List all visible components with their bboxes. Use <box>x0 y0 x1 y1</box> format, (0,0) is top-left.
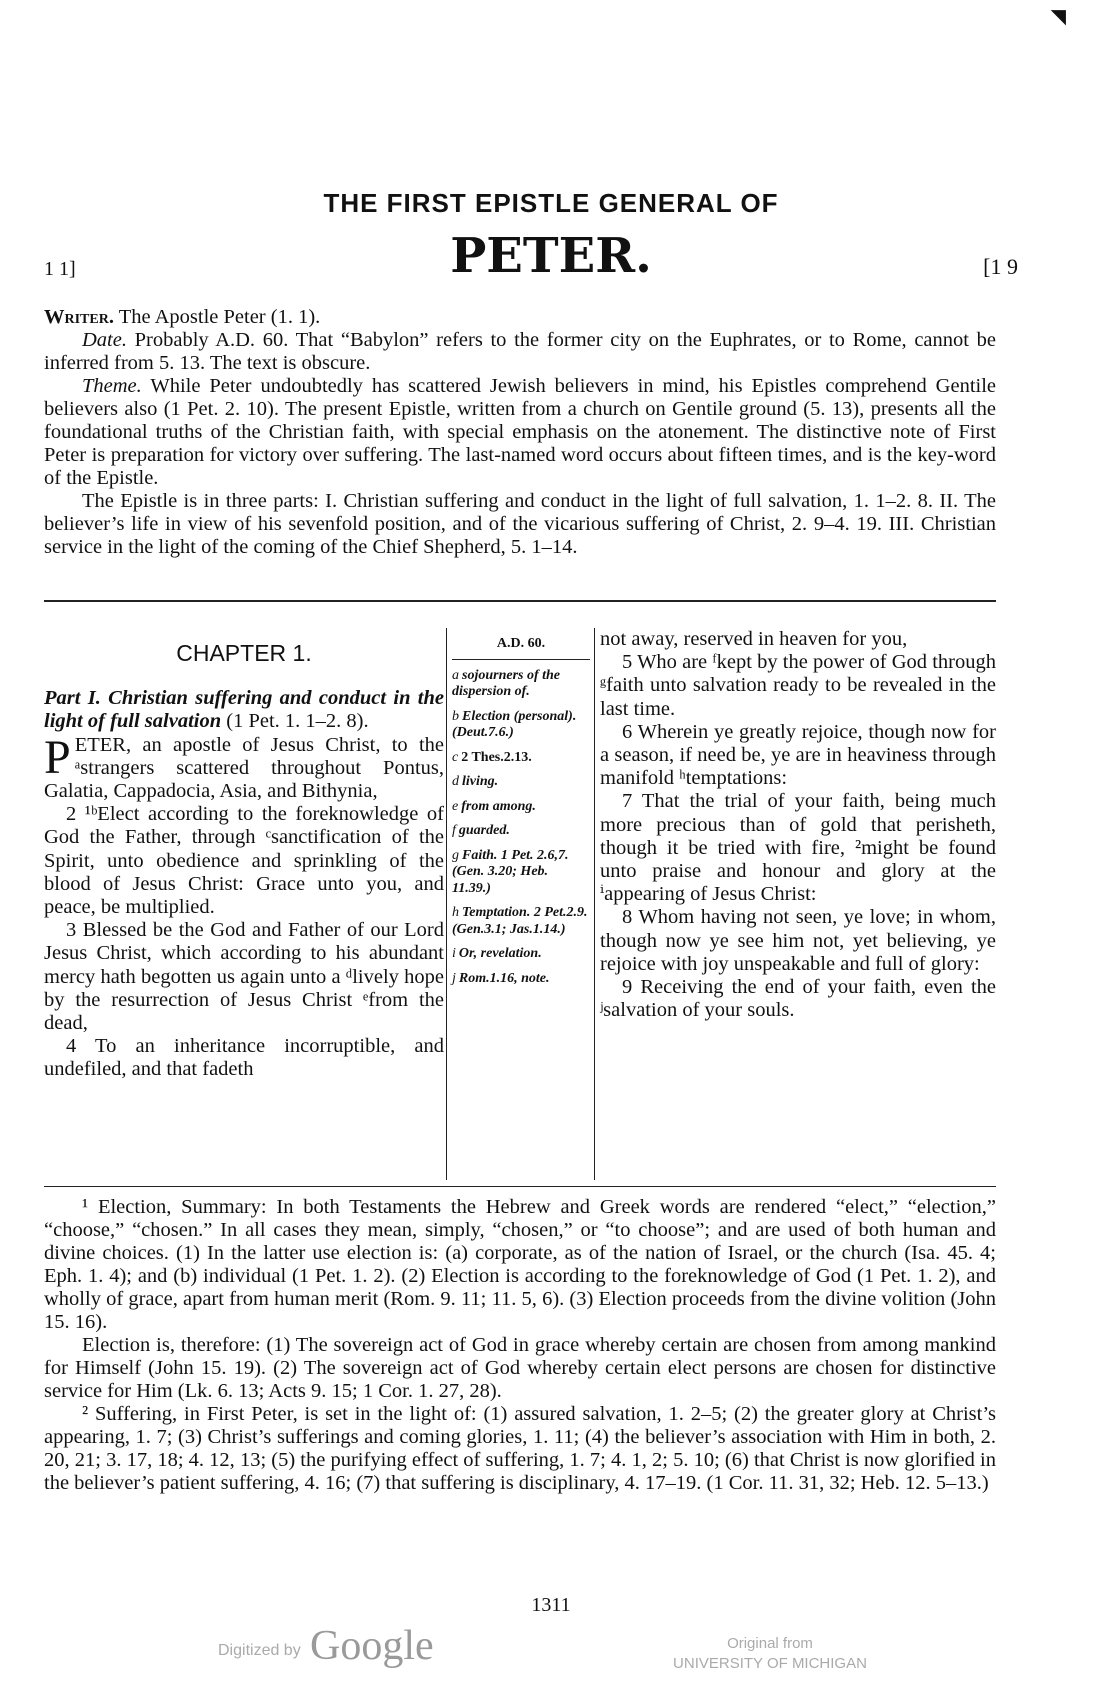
note-text: Rom.1.16, note. <box>458 970 550 986</box>
note-letter: c <box>452 749 459 765</box>
margin-note <box>452 946 590 963</box>
intro-parts: The Epistle is in three parts: I. Christian suffering and conduct in the light of full salvation, 1. 1–2. 8. II. The believer’s life in view of his sevenfold position, and of the vicarious suffering of Christ, 2. 9–4. 19. III. Christian service in the light of the coming of the Chief Shepherd, 5. 1–14. <box>44 490 996 558</box>
original-from-label: Original from <box>727 1635 813 1652</box>
margin-note <box>452 750 590 767</box>
note-text: from among. <box>461 798 536 814</box>
verse-8: 8 Whom having not seen, ye love; in whom, though now ye see him not, yet believing, ye rejoice with joy unspeakable and full of glory: <box>600 906 996 975</box>
page-number: 1311 <box>531 1594 571 1616</box>
margin-note <box>452 799 590 816</box>
note-text: Faith. 1 Pet. 2.6,7. (Gen. 3.20; Heb. 11.39.) <box>452 847 569 896</box>
theme-text: While Peter undoubtedly has scattered Jewish believers in mind, his Epistles comprehend Gentile believers also (1 Pet. 2. 10). The present Epistle, written from a church on Gentile ground (5. 13), presents all the foundational truths of the Christian faith, with special emphasis on the atonement. The distinctive note of First Peter is preparation for victory over suffering. The last-named word occurs about fifteen times, and is the key-word of the Epistle. <box>44 375 996 489</box>
note-letter: e <box>452 798 459 814</box>
note-letter: b <box>452 708 459 724</box>
intro-date <box>44 329 996 375</box>
footnote-divider <box>44 1186 996 1187</box>
margin-note <box>452 774 590 791</box>
university-label: UNIVERSITY OF MICHIGAN <box>673 1655 867 1672</box>
verse-1-text: ETER, an apostle of Jesus Christ, to the ᵃstrangers scattered throughout Pontus, Galatia, Cappadocia, Asia, and Bithynia, <box>44 733 444 803</box>
footnote-suffering: ² Suffering, in First Peter, is set in the light of: (1) assured salvation, 1. 2–5; (2) the greater glory at Christ’s appearing, 1. 7; (3) Christ’s sufferings and coming glories, 1. 11; (4) the believer’s association with Him in both, 2. 20, 21; 3. 17, 18; 4. 12, 13; (5) the purifying effect of suffering, 1. 7; 4. 1, 2; 5. 10; (6) that Christ is now glorified in the believer’s patient suffering, 4. 16; (7) that suffering is disciplinary, 4. 17–19. (1 Cor. 11. 31, 32; Heb. 12. 5–13.) <box>44 1403 996 1494</box>
note-text: 2 Thes.2.13. <box>461 749 532 765</box>
footnote-election: ¹ Election, Summary: In both Testaments the Hebrew and Greek words are rendered “elect,” “election,” “choose,” “chosen.” In all cases they mean, simply, “chosen,” or “to choose”; and are used of both human and divine choices. (1) In the latter use election is: (a) corporate, as of the nation of Israel, or the church (Isa. 45. 4; Eph. 1. 4); and (b) individual (1 Pet. 1. 2). (2) Election is according to the foreknowledge of God (1 Pet. 1. 2), and wholly of grace, apart from human merit (Rom. 9. 11; 11. 5, 6). (3) Election proceeds from the divine volition (John 15. 16). <box>44 1196 996 1333</box>
writer-text: The Apostle Peter (1. 1). <box>113 306 321 328</box>
theme-label: Theme. <box>82 375 142 397</box>
digitized-by-label: Digitized by <box>218 1642 301 1659</box>
verse-7: 7 That the trial of your faith, being much more precious than of gold that perisheth, though it be tried with fire, ²might be found unto praise and honour and glory at the ⁱappearing of Jesus Christ: <box>600 790 996 906</box>
date-label: Date. <box>82 329 127 351</box>
margin-note <box>452 905 590 938</box>
column-rule-right <box>594 628 595 1180</box>
part-heading <box>44 687 444 733</box>
verse-4: 4 To an inheritance incorruptible, and undefiled, and that fadeth <box>44 1035 444 1081</box>
footnote-election-cont: Election is, therefore: (1) The sovereign act of God in grace whereby certain are chosen from among mankind for Himself (John 15. 19). (2) The sovereign act of God whereby certain elect persons are chosen for distinctive service for Him (Lk. 6. 13; Acts 9. 15; 1 Cor. 1. 27, 28). <box>44 1334 996 1402</box>
part-heading-ref: (1 Pet. 1. 1–2. 8). <box>221 710 369 733</box>
margin-note <box>452 823 590 840</box>
left-chapter-mark: 1 1] <box>44 258 76 280</box>
intro-writer <box>44 306 996 329</box>
chapter-heading: CHAPTER 1. <box>176 640 312 666</box>
right-text-column <box>600 628 996 1022</box>
left-text-column <box>44 636 444 1082</box>
column-rule-left <box>446 628 447 1180</box>
verse-6: 6 Wherein ye greatly rejoice, though now for a season, if need be, ye are in heaviness through manifold ʰtemptations: <box>600 720 996 790</box>
corner-mark: ◥ <box>1050 6 1066 28</box>
book-title: PETER. <box>450 228 652 284</box>
verse-1 <box>44 730 444 804</box>
date-text: Probably A.D. 60. That “Babylon” refers to the former city on the Euphrates, or to Rome, cannot be inferred from 5. 13. The text is obscure. <box>44 329 996 374</box>
note-text: Or, revelation. <box>458 946 542 961</box>
note-letter: i <box>452 946 456 961</box>
verse-2: 2 ¹ᵇElect according to the foreknowledge of God the Father, through ᶜsanctification of the Spirit, unto obedience and sprinkling of the blood of Jesus Christ: Grace unto you, and peace, be multiplied. <box>44 803 444 919</box>
margin-note <box>452 709 590 742</box>
margin-note <box>452 971 590 988</box>
note-text: living. <box>462 774 499 789</box>
footnotes <box>44 1196 996 1495</box>
margin-date: A.D. 60. <box>452 636 590 660</box>
note-letter: g <box>452 847 459 863</box>
verse-4-continued: not away, reserved in heaven for you, <box>600 628 908 650</box>
verse-3: 3 Blessed be the God and Father of our Lord Jesus Christ, which according to his abundant mercy hath begotten us again unto a ᵈlively hope by the resurrection of Jesus Christ ᵉfrom the dead, <box>44 919 444 1035</box>
note-text: guarded. <box>458 823 510 838</box>
verse-5: 5 Who are ᶠkept by the power of God through ᵍfaith unto salvation ready to be revealed in the last time. <box>600 651 996 720</box>
intro-theme <box>44 375 996 490</box>
google-logo: Google <box>310 1623 434 1669</box>
note-letter: d <box>452 774 459 789</box>
note-text: Election (personal). (Deut.7.6.) <box>452 708 577 740</box>
note-letter: j <box>452 970 456 986</box>
writer-label: Writer. <box>44 306 114 328</box>
original-source <box>660 1634 880 1674</box>
verse-9: 9 Receiving the end of your faith, even the ʲsalvation of your souls. <box>600 976 996 1022</box>
note-letter: a <box>452 667 459 683</box>
margin-note <box>452 848 590 898</box>
part-heading-text: Part I. Christian suffering and conduct in the light of full salvation <box>44 687 444 733</box>
intro-divider <box>44 600 996 602</box>
book-introduction <box>44 306 996 559</box>
book-supertitle: THE FIRST EPISTLE GENERAL OF <box>323 188 779 218</box>
note-letter: h <box>452 905 459 920</box>
drop-cap: P <box>44 730 71 784</box>
note-letter: f <box>452 823 456 838</box>
right-chapter-mark: [1 9 <box>983 254 1018 279</box>
note-text: Temptation. 2 Pet.2.9. (Gen.3.1; Jas.1.14.) <box>452 905 588 937</box>
margin-note <box>452 668 590 701</box>
note-text: sojourners of the dispersion of. <box>452 667 561 699</box>
margin-references <box>452 636 590 995</box>
